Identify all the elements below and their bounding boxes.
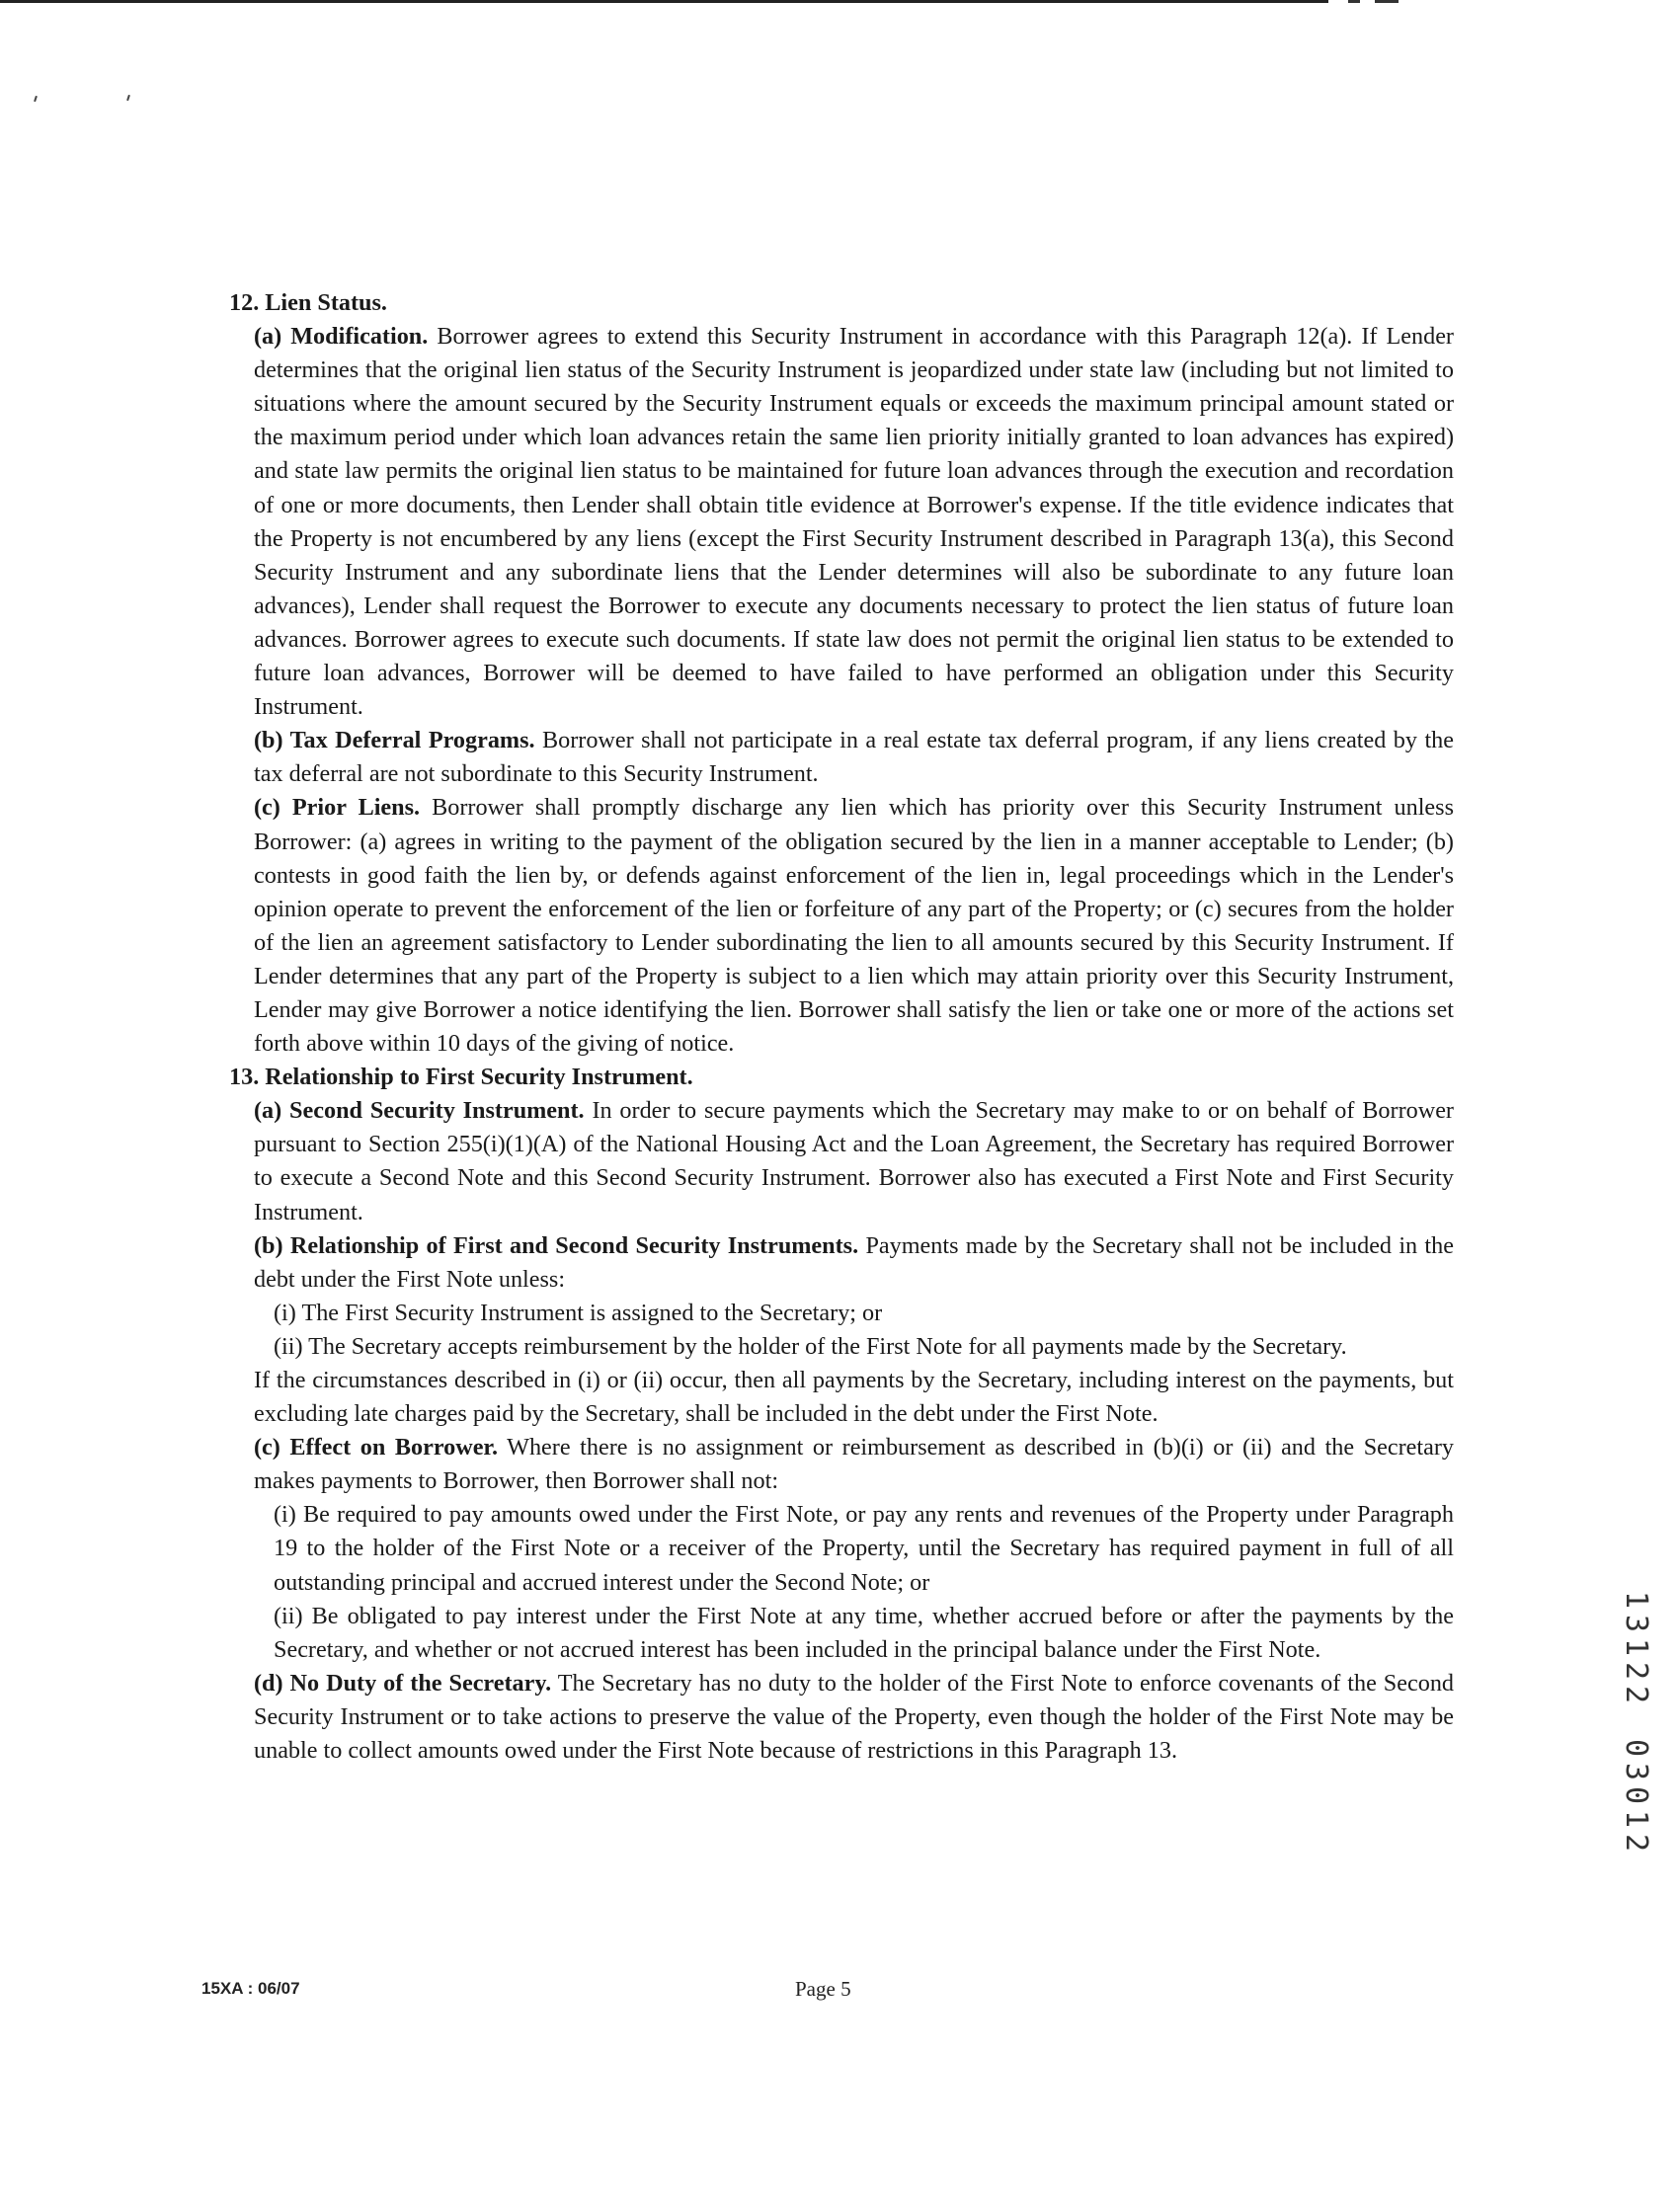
paragraph-12b-text: Borrower shall not participate in a real estate tax deferral program, if any liens created by the tax deferral are not subordinate to this Security Instrument. [254,727,1454,788]
paragraph-13c-text: Where there is no assignment or reimbursement as described in (b)(i) or (ii) and the Secretary makes payments to Borrower, then Borrower shall not: [254,1434,1455,1495]
paragraph-12b [229,724,1454,791]
stamp-digit: 3 [1619,1614,1653,1633]
stamp-digit: 1 [1619,1590,1653,1610]
paragraph-13a-text: In order to secure payments which the Secretary may make to or on behalf of Borrower pursuant to Section 255(i)(1)(A) of the National Housing Act and the Loan Agreement, the Secretary has required Borrower to execute a Second Note and this Second Security Instrument. Borrower also has executed a First Note and First Security Instrument. [254,1097,1454,1225]
paragraph-13c-i: (i) Be required to pay amounts owed under the First Note, or pay any rents and revenues of the Property under Paragraph 19 to the holder of the First Note or a receiver of the Property, until the Secretary has required payment in full of all outstanding principal and accrued interest under the Second Note; or [274,1501,1454,1596]
stamp-digit: 3 [1619,1762,1653,1781]
paragraph-13b-text: Payments made by the Secretary shall not be included in the debt under the First Note unless: [254,1231,1454,1293]
paragraph-13b-ii: (ii) The Secretary accepts reimbursement by the holder of the First Note for all payments made by the Secretary. [274,1332,1347,1360]
paragraph-13b-after: If the circumstances described in (i) or (ii) occur, then all payments by the Secretary, including interest on the payments, but excluding late charges paid by the Secretary, shall be included in the debt under the First Note. [254,1367,1454,1428]
scan-top-edge-line [0,0,1328,3]
page-footer [0,1979,1679,2009]
paragraph-13c-label: (c) Effect on Borrower. [254,1434,498,1462]
stamp-digit: 0 [1619,1785,1653,1805]
paragraph-13d [229,1667,1454,1768]
paragraph-13c-ii: (ii) Be obligated to pay interest under the First Note at any time, whether accrued before or after the payments by the Secretary, and whether or not accrued interest has been included in the principal balance under the First Note. [274,1602,1454,1663]
scan-top-edge-mark [1348,0,1360,3]
stamp-digit: 2 [1619,1661,1653,1681]
paragraph-13d-label: (d) No Duty of the Secretary. [254,1669,552,1697]
section-13-heading: 13. Relationship to First Security Instrument. [229,1064,693,1091]
stamp-digit: 0 [1619,1738,1653,1758]
paragraph-13a-label: (a) Second Security Instrument. [254,1097,585,1125]
stamp-digit: 2 [1619,1833,1653,1853]
page-number: Page 5 [795,1977,851,2001]
paragraph-13a [229,1094,1454,1228]
paragraph-13b-i: (i) The First Security Instrument is assigned to the Secretary; or [274,1299,883,1326]
paragraph-13c [229,1431,1454,1498]
paragraph-12a-text: Borrower agrees to extend this Security Instrument in accordance with this Paragraph 12(a). If Lender determines that the original lien status of the Security Instrument is jeopardized under state law (including but not limited to situations where the amount secured by the Security Instrument equals or exceeds the maximum principal amount stated or the maximum period under which loan advances retain the same lien priority initially granted to loan advances has expired) and state law permits the original lien status to be maintained for future loan advances through the execution and recordation of one or more documents, then Lender shall obtain title evidence at Borrower's expense. If the title evidence indicates that the Property is not encumbered by any liens (except the First Security Instrument described in Paragraph 13(a), this Second Security Instrument and any subordinate liens that the Lender determines will also be subordinate to any future loan advances), Lender shall request the Borrower to execute any documents necessary to protect the lien status of future loan advances. Borrower agrees to execute such documents. If state law does not permit the original lien status to be extended to future loan advances, Borrower will be deemed to have failed to have performed an obligation under this Security Instrument. [254,323,1454,721]
stamp-digit: 1 [1619,1809,1653,1829]
stamp-digit: 2 [1619,1685,1653,1704]
paragraph-13d-text: The Secretary has no duty to the holder of the First Note to enforce covenants of the Second Security Instrument or to take actions to preserve the value of the Property, even though the holder of the First Note may be unable to collect amounts owed under the First Note because of restrictions in this Paragraph 13. [254,1669,1455,1765]
form-code: 15XA : 06/07 [201,1979,300,1998]
document-body [229,286,1454,1768]
paragraph-12a [229,320,1454,724]
paragraph-13b-label: (b) Relationship of First and Second Security Instruments. [254,1231,859,1259]
scan-top-edge-mark [1375,0,1399,3]
scan-speck [126,95,130,101]
scan-speck [34,96,38,102]
paragraph-12c [229,791,1454,1061]
paragraph-12c-label: (c) Prior Liens. [254,794,421,822]
paragraph-12c-text: Borrower shall promptly discharge any lien which has priority over this Security Instrument unless Borrower: (a) agrees in writing to the payment of the obligation secured by the lien in a manner acceptable to Lender; (b) contests in good faith the lien by, or defends against enforcement of the lien in, legal proceedings which in the Lender's opinion operate to prevent the enforcement of the lien or forfeiture of any part of the Property; or (c) secures from the holder of the lien an agreement satisfactory to Lender subordinating the lien to all amounts secured by this Security Instrument. If Lender determines that any part of the Property is subject to a lien which may attain priority over this Security Instrument, Lender may give Borrower a notice identifying the lien. Borrower shall satisfy the lien or take one or more of the actions set forth above within 10 days of the giving of notice. [254,794,1454,1058]
paragraph-12a-label: (a) Modification. [254,323,429,351]
paragraph-12b-label: (b) Tax Deferral Programs. [254,727,535,754]
section-12-heading: 12. Lien Status. [229,289,387,316]
stamp-digit: 1 [1619,1637,1653,1657]
paragraph-13b [229,1229,1454,1297]
side-recording-stamp [1618,1588,1653,1855]
